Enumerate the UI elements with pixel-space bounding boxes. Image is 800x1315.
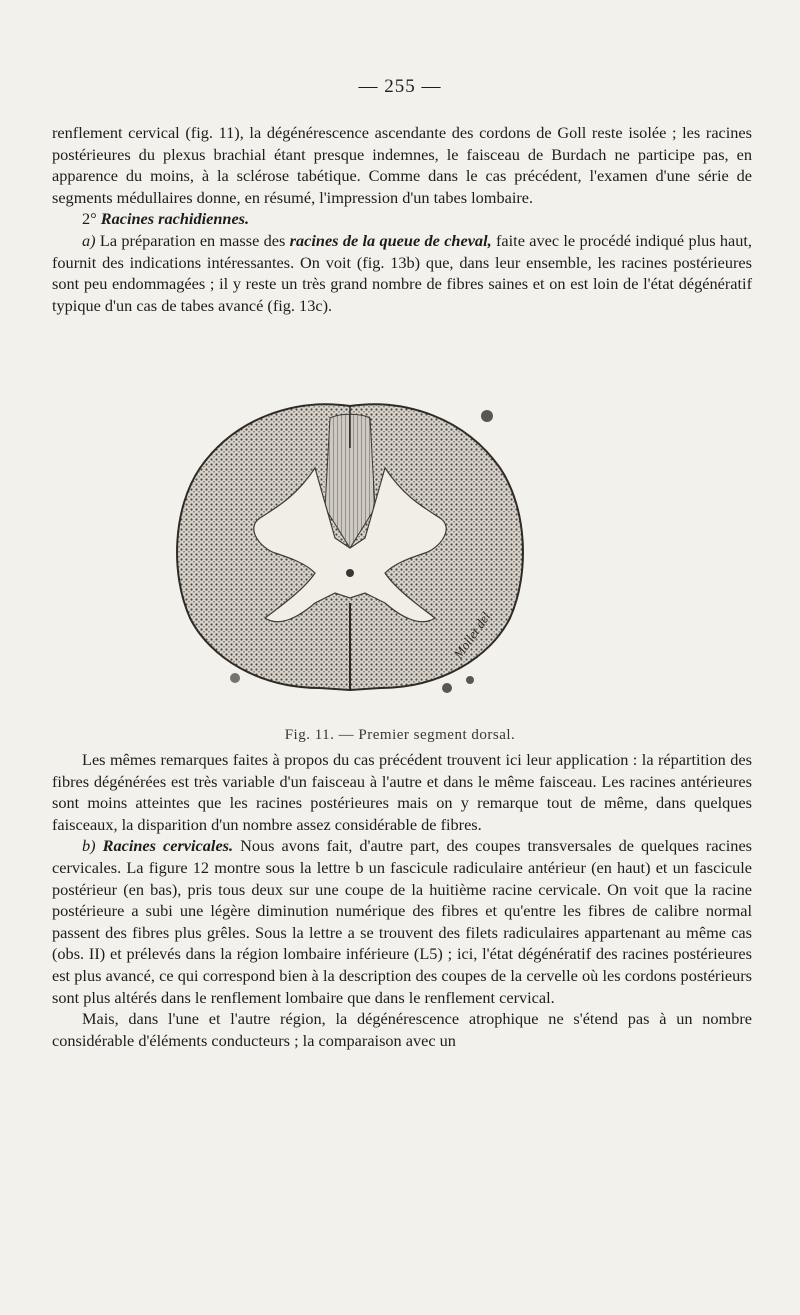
emphasis: racines de la queue de cheval,: [289, 230, 492, 250]
paragraph: Les mêmes remarques faites à propos du cas précédent trouvent ici leur application : la répartition des fibres dégénérées est très variable d'un faisceau à l'autre et dans le même faisceau. Les racines antérieures sont moins atteintes que les racines postérieures mais on y remarque tout de même, dans quelques faisceaux, la disparition d'un nombre assez considérable de fibres.: [52, 750, 752, 834]
section-number: 2°: [82, 209, 97, 229]
spinal-cord-illustration: [165, 388, 535, 708]
figure-spinal-cord-section: [165, 388, 535, 708]
item-label: b): [82, 836, 96, 856]
top-text-block: [52, 122, 752, 316]
section-title: Racines rachidiennes.: [100, 209, 250, 229]
figure-caption: Fig. 11. — Premier segment dorsal.: [284, 727, 516, 743]
subsection-title: Racines cervicales.: [102, 836, 234, 856]
paragraph: Mais, dans l'une et l'autre région, la dégénérescence atrophique ne s'étend pas à un nombre considérable d'éléments conducteurs ; la comparaison avec un: [52, 1009, 752, 1050]
bottom-text-block: [52, 749, 752, 1051]
paragraph: a) La préparation en masse des racines de la queue de cheval, faite avec le procédé indiqué plus haut, fournit des indications intéressantes. On voit (fig. 13b) que, dans leur ensemble, les racines postérieures sont peu endommagées ; il y reste un très grand nombre de fibres saines et on est loin de l'état dégénératif typique d'un cas de tabes avancé (fig. 13c).: [52, 230, 753, 315]
paragraph: renflement cervical (fig. 11), la dégénérescence ascendante des cordons de Goll reste isolée ; les racines postérieures du plexus brachial étant presque indemnes, le faisceau de Burdach ne participe pas, en apparence du moins, à la sclérose tabétique. Comme dans le cas précédent, l'examen d'une série de segments médullaires donne, en résumé, l'impression d'un tabes lombaire.: [52, 123, 752, 207]
section-heading: [52, 208, 752, 230]
paragraph: b) Racines cervicales. Nous avons fait, d'autre part, des coupes transversales de quelques racines cervicales. La figure 12 montre sous la lettre b un fascicule radiculaire antérieur (en haut) et un fascicule postérieur (en bas), pris tous deux sur une coupe de la huitième racine cervicale. On voit que la racine postérieure a subi une légère diminution numérique des fibres et qu'entre les fibres de calibre normal passent des fibres plus grêles. Sous la lettre a se trouvent des filets radiculaires appartenant au même cas (obs. II) et prélevés dans la région lombaire inférieure (L5) ; ici, l'état dégénératif des racines postérieures est plus avancé, ce qui correspond bien à la description des coupes de la cervelle où les cordons postérieurs sont plus altérés dans le renflement lombaire que dans le renflement cervical.: [52, 836, 753, 1007]
item-label: a): [82, 230, 96, 250]
page-number: — 255 —: [358, 76, 442, 97]
artist-signature: Mollet del.: [450, 606, 496, 662]
